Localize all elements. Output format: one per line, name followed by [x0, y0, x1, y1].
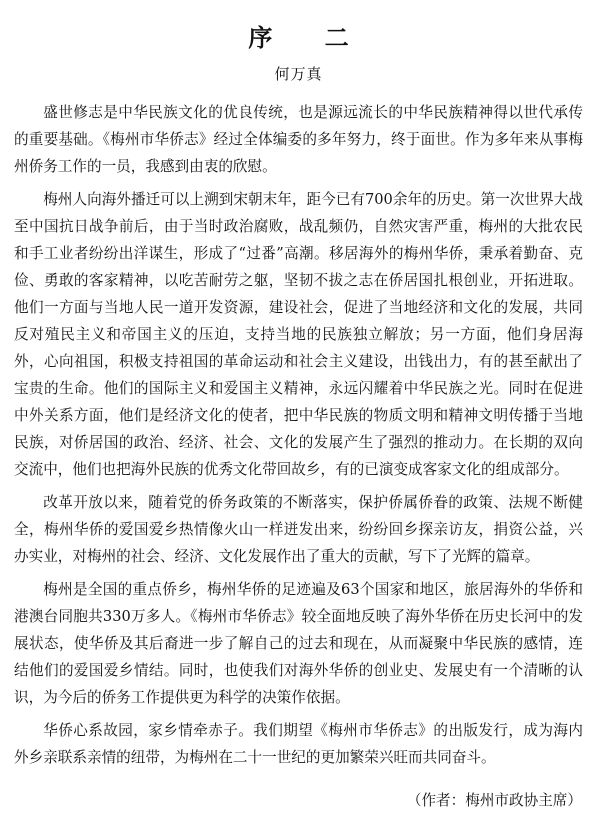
paragraph: 盛世修志是中华民族文化的优良传统，也是源远流长的中华民族精神得以世代承传的重要基础。《梅州市华侨志》经过全体编委的多年努力，终于面世。作为多年来从事梅州侨务工作的一员，我感到由衷的欣慰。	[14, 104, 583, 175]
author-name: 何万真	[274, 65, 323, 83]
paragraph: 华侨心系故园，家乡情牵赤子。我们期望《梅州市华侨志》的出版发行，成为海内外乡亲联系亲情的纽带，为梅州在二十一世纪的更加繁荣兴旺而共同奋斗。	[14, 722, 583, 766]
paragraph: 梅州人向海外播迁可以上溯到宋朝末年，距今已有700余年的历史。第一次世界大战至中国抗日战争前后，由于当时政治腐败，战乱频仍，自然灾害严重，梅州的大批农民和手工业者纷纷出洋谋生，形成了“过番”高潮。移居海外的梅州华侨，秉承着勤奋、克俭、勇敢的客家精神，以吃苦耐劳之躯，坚韧不拔之志在侨居国扎根创业，开拓进取。他们一方面与当地人民一道开发资源，建设社会，促进了当地经济和文化的发展，共同反对殖民主义和帝国主义的压迫，支持当地的民族独立解放；另一方面，他们身居海外，心向祖国，积极支持祖国的革命运动和社会主义建设，出钱出力，有的甚至献出了宝贵的生命。他们的国际主义和爱国主义精神，永远闪耀着中华民族之光。同时在促进中外关系方面，他们是经济文化的使者，把中华民族的物质文明和精神文明传播于当地民族，对侨居国的政治、经济、社会、文化的发展产生了强烈的推动力。在长期的双向交流中，他们也把海外民族的优秀文化带回故乡，有的已演变成客家文化的组成部分。	[14, 191, 583, 478]
author-signature: （作者：梅州市政协主席）	[406, 792, 582, 809]
body-text	[14, 99, 583, 777]
paragraph: 改革开放以来，随着党的侨务政策的不断落实，保护侨属侨眷的政策、法规不断健全，梅州华侨的爱国爱乡热情像火山一样迸发出来，纷纷回乡探亲访友，捐资公益，兴办实业，对梅州的社会、经济、文化发展作出了重大的贡献，写下了光辉的篇章。	[14, 494, 583, 565]
paragraph: 梅州是全国的重点侨乡，梅州华侨的足迹遍及63个国家和地区，旅居海外的华侨和港澳台同胞共330万多人。《梅州市华侨志》较全面地反映了海外华侨在历史长河中的发展状态，使华侨及其后裔进一步了解自己的过去和现在，从而凝聚中华民族的感情，连结他们的爱国爱乡情结。同时，也使我们对海外华侨的创业史、发展史有一个清晰的认识，为今后的侨务工作提供更为科学的决策作依据。	[14, 581, 583, 706]
page-title: 序 二	[248, 24, 371, 52]
